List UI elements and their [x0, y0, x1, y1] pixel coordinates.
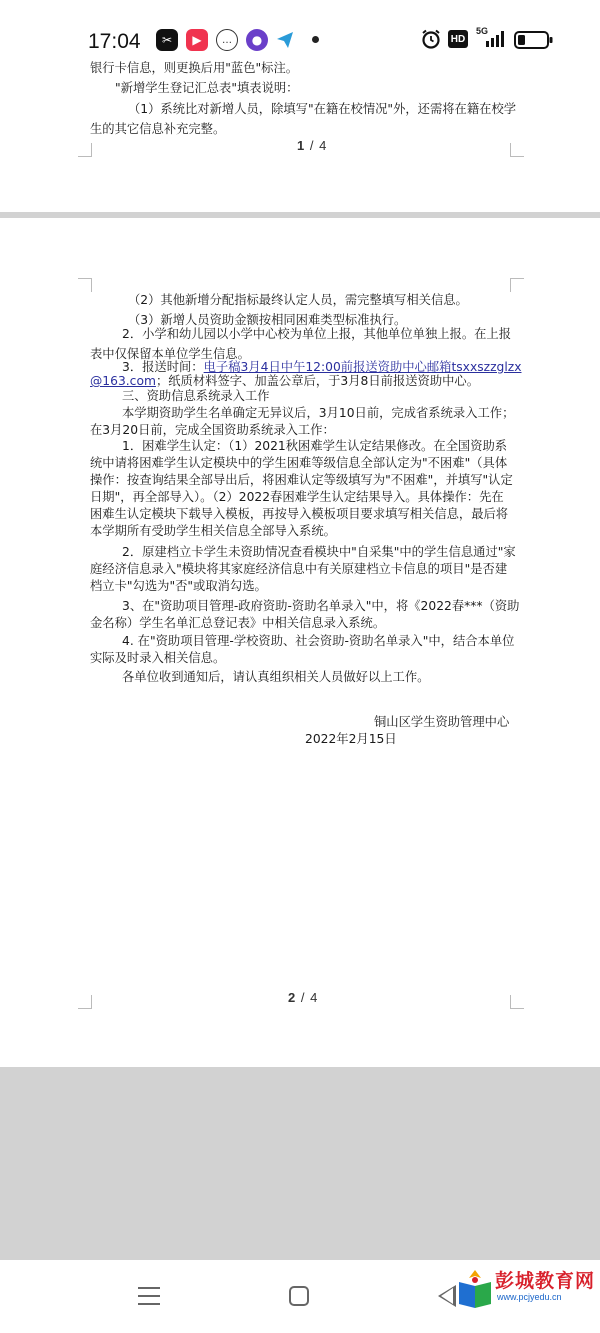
- doc-line: 银行卡信息，则更换后用"蓝色"标注。: [90, 61, 299, 75]
- send-app-icon: [274, 29, 296, 51]
- doc-line: 表中仅保留本单位学生信息。: [90, 347, 250, 361]
- signature-date: 2022年2月15日: [305, 732, 397, 746]
- page-total: / 4: [309, 138, 328, 153]
- doc-line: （1）系统比对新增人员，除填写"在籍在校情况"外，还需将在籍在校学: [128, 102, 517, 116]
- viewer-background: [0, 1067, 600, 1260]
- doc-line: 实际及时录入相关信息。: [90, 651, 226, 665]
- page-corner-mark: [78, 278, 92, 292]
- doc-line: "新增学生登记汇总表"填表说明：: [115, 81, 299, 95]
- page-current: 2: [288, 990, 297, 1005]
- doc-line: 2．小学和幼儿园以小学中心校为单位上报，其他单位单独上报。在上报: [122, 327, 512, 341]
- doc-line: 档立卡"勾选为"否"或取消勾选。: [90, 579, 267, 593]
- doc-line: 生的其它信息补充完整。: [90, 122, 226, 136]
- doc-line: （3）新增人员资助金额按相同困难类型标准执行。: [128, 313, 407, 327]
- doc-line: 2．原建档立卡学生未资助情况查看模块中"自采集"中的学生信息通过"家: [122, 545, 516, 559]
- doc-line: 金名称）学生名单汇总登记表》中相关信息录入系统。: [90, 616, 386, 630]
- watermark-title: 彭城教育网: [495, 1270, 596, 1292]
- page-corner-mark: [78, 143, 92, 157]
- capcut-app-icon: ✂: [156, 29, 178, 51]
- page-number-1: [297, 138, 327, 153]
- battery-icon: [514, 30, 554, 54]
- watermark-logo: [455, 1262, 595, 1322]
- signature-org: 铜山区学生资助管理中心: [374, 715, 510, 729]
- email-link-domain[interactable]: @163.com: [90, 374, 156, 388]
- doc-line: 在3月20日前，完成全国资助系统录入工作：: [90, 423, 335, 437]
- doc-line: 庭经济信息录入"模块将其家庭经济信息中有关原建档立卡信息的项目"是否建: [90, 562, 508, 576]
- page-corner-mark: [510, 278, 524, 292]
- report-time-label: 3．报送时间：: [122, 360, 204, 374]
- doc-text: ；纸质材料签字、加盖公章后，于3月8日前报送资助中心。: [155, 374, 480, 388]
- doc-line: 日期"，再全部导入）。（2）2022春困难学生认定结果导入。具体操作：先在: [90, 490, 504, 504]
- network-label: 5G: [476, 26, 489, 36]
- doc-line: （2）其他新增分配指标最终认定人员，需完整填写相关信息。: [128, 293, 468, 307]
- doc-line: 各单位收到通知后，请认真组织相关人员做好以上工作。: [122, 670, 430, 684]
- doc-line: 本学期资助学生名单确定无异议后，3月10日前，完成省系统录入工作；: [122, 406, 515, 420]
- page-current: 1: [297, 138, 306, 153]
- page-corner-mark: [510, 995, 524, 1009]
- page-number-2: [288, 990, 318, 1005]
- page-corner-mark: [78, 995, 92, 1009]
- email-link[interactable]: 电子稿3月4日中午12:00前报送资助中心邮箱tsxxszzglzx: [203, 360, 522, 374]
- document-viewer[interactable]: [0, 61, 600, 1260]
- page-total: / 4: [300, 990, 319, 1005]
- signal-icon: [484, 30, 506, 52]
- status-time: 17:04: [88, 30, 141, 53]
- home-button[interactable]: [289, 1286, 309, 1306]
- book-logo-icon: [455, 1268, 495, 1312]
- notification-dot-icon: [312, 36, 319, 43]
- chat-app-icon: …: [216, 29, 238, 51]
- doc-line: 本学期所有受助学生相关信息全部导入系统。: [90, 524, 336, 538]
- section-heading: 三、资助信息系统录入工作: [122, 389, 270, 403]
- page-corner-mark: [510, 143, 524, 157]
- doc-line: 困难生认定模块下载导入模板，再按导入模板项目要求填写相关信息，最后将: [90, 507, 509, 521]
- doc-line: 统中请将困难学生认定模块中的学生困难等级信息全部认定为"不困难"（具体: [90, 456, 508, 470]
- page-separator: [0, 212, 600, 218]
- doc-line: 1．困难学生认定：（1）2021秋困难学生认定结果修改。在全国资助系: [122, 439, 508, 453]
- back-button[interactable]: [438, 1285, 456, 1307]
- browser-app-icon: ●: [246, 29, 268, 51]
- watermark-url: www.pcjyedu.cn: [497, 1292, 562, 1302]
- doc-line: 操作：按查询结果全部导出后，将困难认定等级填写为"不困难"，并填写"认定: [90, 473, 513, 487]
- doc-line: 3、在"资助项目管理-政府资助-资助名单录入"中，将《2022春***（资助: [122, 599, 520, 613]
- recent-apps-button[interactable]: [138, 1286, 160, 1306]
- video-app-icon: ▶: [186, 29, 208, 51]
- alarm-icon: [420, 28, 442, 54]
- doc-line: 4. 在"资助项目管理-学校资助、社会资助-资助名单录入"中，结合本单位: [122, 634, 515, 648]
- hd-badge: HD: [448, 30, 468, 48]
